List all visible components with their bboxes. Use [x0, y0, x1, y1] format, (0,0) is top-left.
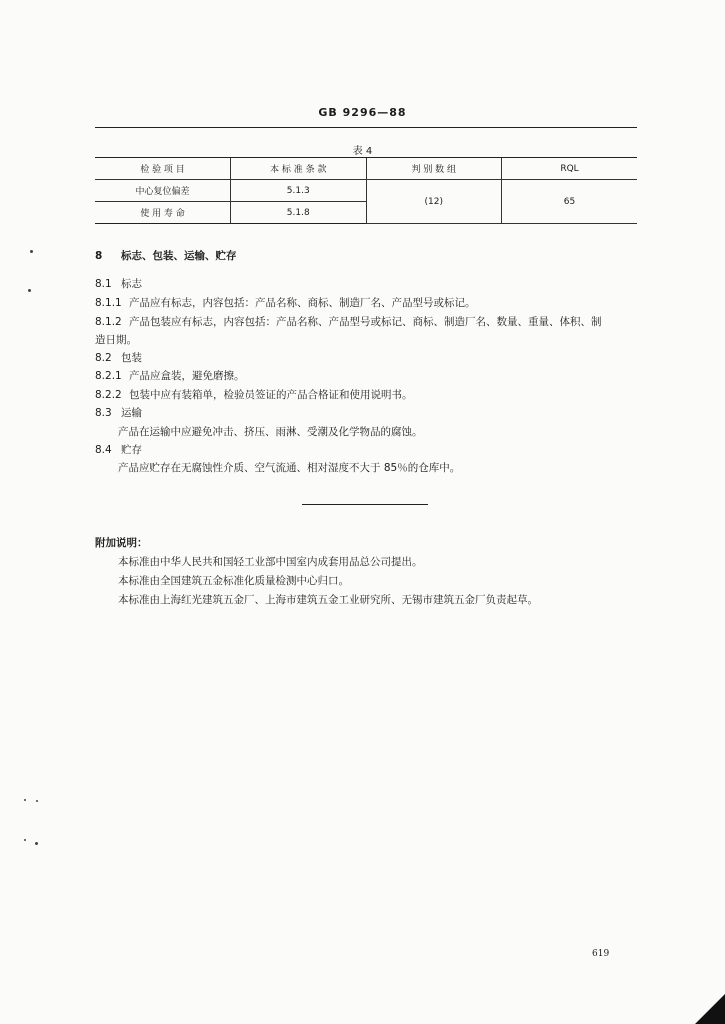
section-8-heading: [95, 249, 237, 263]
scan-corner-shadow: [695, 994, 725, 1024]
section-8-2-heading: [95, 351, 142, 365]
section-title: 运输: [121, 407, 142, 419]
section-8-1-2: [95, 315, 602, 329]
section-8-4-heading: [95, 443, 142, 457]
scan-speck: [35, 842, 38, 845]
section-8-4-text: 产品应贮存在无腐蚀性介质、空气流通、相对湿度不大于 85％的仓库中。: [118, 462, 461, 474]
page-number: 619: [592, 949, 610, 959]
column-header-clause: 本 标 准 条 款: [231, 158, 367, 180]
inspection-table: [95, 157, 637, 224]
section-number: 8.3: [95, 407, 112, 419]
cell-item: 使 用 寿 命: [95, 202, 231, 224]
clause-number: 8.1.2: [95, 316, 122, 328]
notes-line: 本标准由中华人民共和国轻工业部中国室内成套用品总公司提出。: [118, 556, 423, 568]
section-8-1-1: [95, 296, 476, 310]
clause-text: 产品应盒装，避免磨擦。: [129, 370, 245, 382]
end-of-text-rule: [302, 504, 428, 505]
section-8-2-2: [95, 388, 413, 402]
section-number: 8.2: [95, 352, 112, 364]
section-number: 8.1: [95, 278, 112, 290]
header-rule: [95, 127, 637, 128]
scan-speck: [36, 800, 38, 802]
column-header-rql: RQL: [502, 158, 638, 180]
clause-number: 8.1.1: [95, 297, 122, 309]
cell-item: 中心复位偏差: [95, 180, 231, 202]
scan-speck: [24, 839, 26, 841]
clause-text: 产品应有标志，内容包括：产品名称、商标、制造厂名、产品型号或标记。: [129, 297, 476, 309]
table-caption: 表 4: [352, 146, 373, 157]
section-8-3-heading: [95, 406, 142, 420]
notes-title: 附加说明：: [95, 537, 148, 549]
section-title: 贮存: [121, 444, 142, 456]
section-8-3-text: 产品在运输中应避免冲击、挤压、雨淋、受潮及化学物品的腐蚀。: [118, 426, 423, 438]
notes-line: 本标准由全国建筑五金标准化质量检测中心归口。: [118, 575, 349, 587]
table-row: [95, 180, 637, 202]
cell-rql: 65: [502, 180, 638, 224]
cell-clause: 5.1.3: [231, 180, 367, 202]
cell-group: (12): [366, 180, 502, 224]
notes-line: 本标准由上海红光建筑五金厂、上海市建筑五金工业研究所、无锡市建筑五金厂负责起草。: [118, 594, 538, 606]
column-header-group: 判 别 数 组: [366, 158, 502, 180]
clause-number: 8.2.1: [95, 370, 122, 382]
clause-text: 产品包装应有标志，内容包括：产品名称、产品型号或标记、商标、制造厂名、数量、重量、体积、制: [129, 316, 602, 328]
document-code-header: GB 9296—88: [318, 106, 407, 119]
section-8-1-2-continued: 造日期。: [95, 334, 137, 346]
section-number: 8: [95, 250, 103, 262]
clause-text: 包装中应有装箱单，检验员签证的产品合格证和使用说明书。: [129, 389, 413, 401]
section-title: 标志、包装、运输、贮存: [121, 250, 237, 262]
table-header-row: [95, 158, 637, 180]
clause-number: 8.2.2: [95, 389, 122, 401]
scan-speck: [30, 250, 33, 253]
column-header-item: 检 验 项 目: [95, 158, 231, 180]
section-8-1-heading: [95, 277, 142, 291]
scan-speck: [28, 289, 31, 292]
cell-clause: 5.1.8: [231, 202, 367, 224]
scan-speck: [24, 799, 26, 801]
section-number: 8.4: [95, 444, 112, 456]
section-title: 标志: [121, 278, 142, 290]
section-8-2-1: [95, 369, 245, 383]
section-title: 包装: [121, 352, 142, 364]
